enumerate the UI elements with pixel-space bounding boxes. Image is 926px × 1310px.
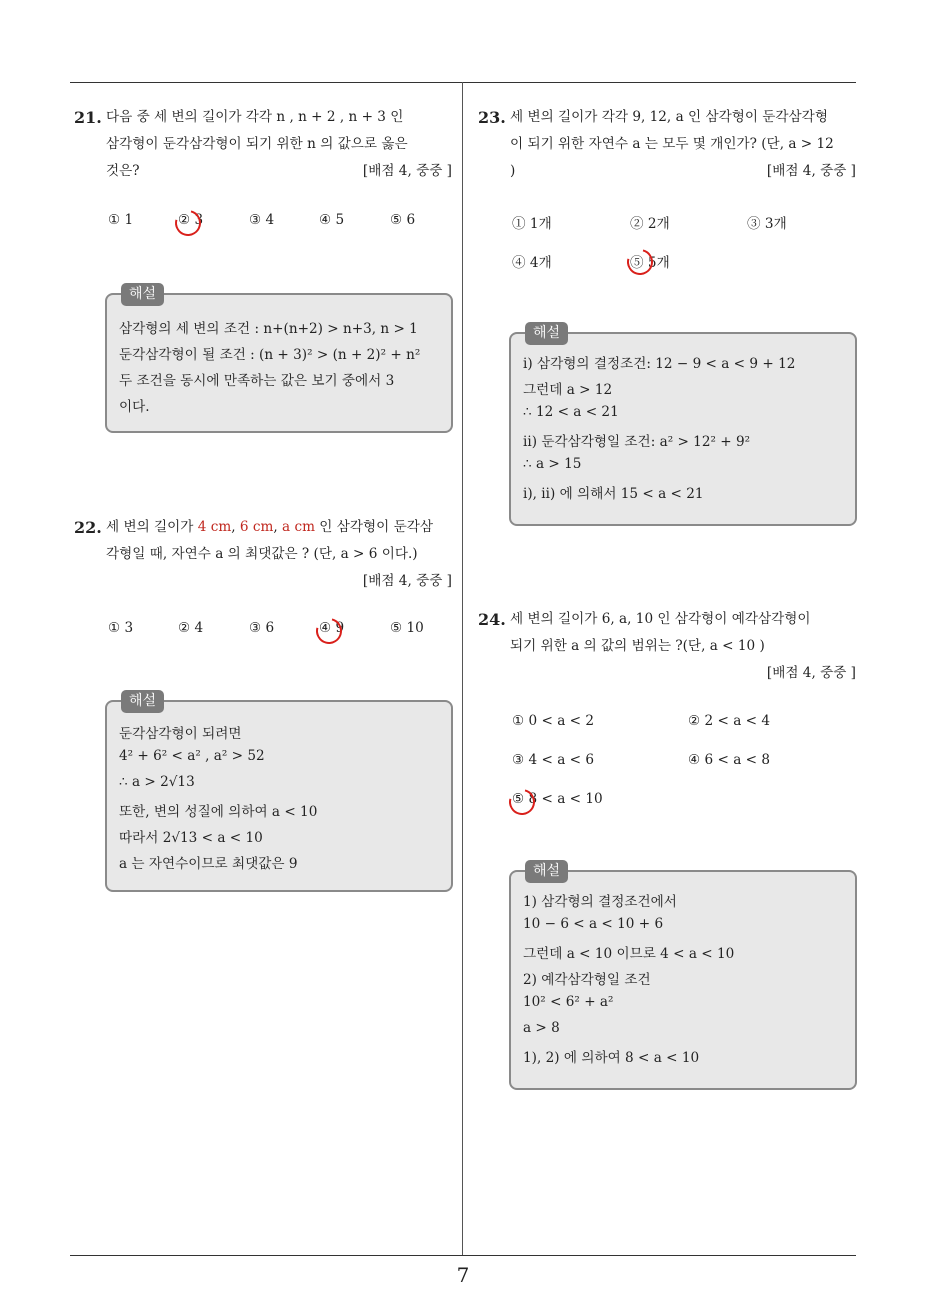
solution-line: 1) 삼각형의 결정조건에서 [523,894,677,910]
problem-21 [74,104,456,204]
solution-line: 1), 2) 에 의하여 8 < a < 10 [523,1050,700,1066]
solution-line: ∴ a > 2√13 [119,774,195,790]
solution-label: 해설 [525,322,568,345]
problem-number: 23. [478,108,506,127]
choice-3[interactable]: ③ 6 [249,620,275,636]
solution-line: 두 조건을 동시에 만족하는 값은 보기 중에서 3 [119,373,395,389]
question-line: ) [510,163,516,179]
problem-22 [74,514,456,594]
solution-line: ⅰ) 삼각형의 결정조건: 12 − 9 < a < 9 + 12 [523,356,796,372]
top-rule [70,82,856,83]
length-4cm: 4 cm [197,519,232,535]
question-line [106,514,456,541]
answer-mark [504,784,540,820]
choice-4[interactable]: ④ 5 [319,212,345,228]
solution-line: 둔각삼각형이 되려면 [119,726,242,742]
question-line: 것은? [106,163,140,179]
choice-1[interactable]: ① 3 [108,620,134,636]
choice-4[interactable]: ④ 4개 [512,255,552,271]
choice-5[interactable]: ⑤ 5개 [630,255,670,271]
question-line: 각형일 때, 자연수 a 의 최댓값은 ? (단, a > 6 이다.) [106,546,418,562]
choice-3[interactable]: ③ 3개 [747,216,787,232]
solution-line: ∴ 12 < a < 21 [523,404,619,420]
question-text: 세 변의 길이가 [106,519,198,535]
question-line: 이 되기 위한 자연수 a 는 모두 몇 개인가? (단, a > 12 [510,136,834,152]
score-meta: [배점 4, 중중 ] [766,665,856,681]
score-meta: [배점 4, 중중 ] [362,163,452,179]
problem-number: 22. [74,518,102,537]
choice-5[interactable]: ⑤ 10 [390,620,424,636]
question-line: 세 변의 길이가 각각 9, 12, a 인 삼각형이 둔각삼각형 [510,109,828,125]
solution-box-23 [509,325,857,526]
choice-1[interactable]: ① 1 [108,212,134,228]
solution-line: 4² + 6² < a² , a² > 52 [119,748,265,764]
score-meta: [배점 4, 중중 ] [766,163,856,179]
choice-5[interactable]: ⑤ 8 < a < 10 [512,791,603,807]
problem-number: 21. [74,108,102,127]
separator: , [231,519,240,535]
choice-4[interactable]: ④ 6 < a < 8 [688,752,770,768]
solution-line: 이다. [119,399,150,415]
answer-mark [311,613,347,649]
answer-mark [622,244,658,280]
choice-4[interactable]: ④ 9 [319,620,345,636]
length-6cm: 6 cm [239,519,274,535]
choice-2[interactable]: ② 3 [178,212,204,228]
choice-5[interactable]: ⑤ 6 [390,212,416,228]
solution-line: 2) 예각삼각형일 조건 [523,972,651,988]
answer-mark [170,205,206,241]
solution-line: a 는 자연수이므로 최댓값은 9 [119,856,298,872]
problem-23 [478,104,860,204]
solution-label: 해설 [121,283,164,306]
problem-number: 24. [478,610,506,629]
question-line: 다음 중 세 변의 길이가 각각 n , n + 2 , n + 3 인 [106,109,404,125]
solution-line: 따라서 2√13 < a < 10 [119,830,263,846]
score-meta: [배점 4, 중중 ] [362,573,452,589]
length-acm: a cm [282,519,315,535]
solution-box-21 [105,286,453,433]
solution-line: 10 − 6 < a < 10 + 6 [523,916,664,932]
choices-21 [108,212,448,236]
choice-3[interactable]: ③ 4 [249,212,275,228]
solution-line: 삼각형의 세 변의 조건 : n+(n+2) > n+3, n > 1 [119,321,418,337]
solution-line: ∴ a > 15 [523,456,582,472]
choices-24 [512,713,852,813]
solution-line: 또한, 변의 성질에 의하여 a < 10 [119,804,318,820]
solution-line: ⅰ), ⅱ) 에 의해서 15 < a < 21 [523,486,704,502]
solution-line: ⅱ) 둔각삼각형일 조건: a² > 12² + 9² [523,434,751,450]
separator: , [273,519,283,535]
solution-line: 10² < 6² + a² [523,994,614,1010]
column-divider [462,82,463,1256]
choice-1[interactable]: ① 0 < a < 2 [512,713,594,729]
choices-23 [512,212,852,276]
question-line: 되기 위한 a 의 값의 범위는 ?(단, a < 10 ) [510,638,765,654]
solution-line: 둔각삼각형이 될 조건 : (n + 3)² > (n + 2)² + n² [119,347,421,363]
question-text: 인 삼각형이 둔각삼 [314,519,433,535]
solution-line: 그런데 a < 10 이므로 4 < a < 10 [523,946,735,962]
solution-box-24 [509,863,857,1090]
solution-box-22 [105,693,453,892]
choice-1[interactable]: ① 1개 [512,216,552,232]
solution-line: 그런데 a > 12 [523,382,613,398]
choice-2[interactable]: ② 4 [178,620,204,636]
choice-2[interactable]: ② 2 < a < 4 [688,713,770,729]
choice-2[interactable]: ② 2개 [630,216,670,232]
solution-label: 해설 [525,860,568,883]
page-number: 7 [456,1263,470,1287]
solution-label: 해설 [121,690,164,713]
solution-line: a > 8 [523,1020,560,1036]
problem-24 [478,606,860,686]
question-line: 세 변의 길이가 6, a, 10 인 삼각형이 예각삼각형이 [510,611,811,627]
choice-3[interactable]: ③ 4 < a < 6 [512,752,594,768]
choices-22 [108,620,448,644]
question-line: 삼각형이 둔각삼각형이 되기 위한 n 의 값으로 옳은 [106,136,408,152]
bottom-rule [70,1255,856,1256]
